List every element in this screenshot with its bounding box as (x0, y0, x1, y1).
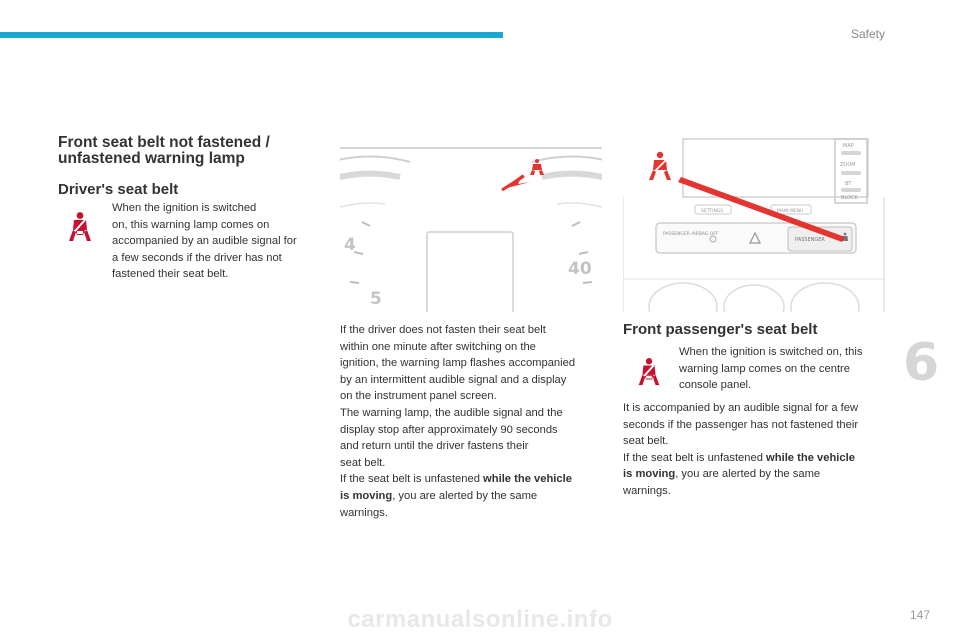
centre-console-figure (623, 137, 885, 312)
main-menu-button-label: MAIN MENU (777, 209, 804, 214)
passenger-detail-line: It is accompanied by an audible signal for a few (623, 402, 859, 414)
chapter-number: 6 (903, 333, 940, 393)
airbag-off-label: PASSENGER AIRBAG OFF (663, 232, 719, 237)
side-label-zoom: ZOOM (840, 162, 856, 168)
driver-detail-line: seat belt. (340, 456, 386, 469)
driver-intro-line: When the ignition is switched (112, 202, 257, 214)
driver-heading: Driver's seat belt (58, 181, 179, 198)
passenger-moving-post: , you are alerted by the same (675, 468, 821, 481)
passenger-heading: Front passenger's seat belt (623, 321, 818, 338)
passenger-moving-end: warnings. (623, 484, 671, 497)
side-label-bt: BT (845, 181, 852, 187)
driver-detail-line: display stop after approximately 90 seconds (340, 423, 558, 436)
driver-moving-line (340, 488, 575, 505)
settings-button-label: SETTINGS (701, 209, 724, 214)
driver-moving-end: warnings. (340, 506, 388, 519)
driver-detail-line: and return until the driver fastens their (340, 440, 529, 453)
page-title-line2: unfastened warning lamp (58, 150, 245, 167)
driver-intro-line: fastened their seat belt. (112, 268, 229, 281)
driver-intro-line: on, this warning lamp comes on (112, 218, 270, 231)
gauge-number-4: 4 (344, 235, 356, 255)
passenger-detail (623, 400, 858, 500)
page-title (58, 135, 270, 167)
passenger-moving-line (623, 466, 858, 483)
passenger-moving-line (623, 450, 858, 467)
section-color-bar (0, 32, 503, 38)
watermark: carmanualsonline.info (347, 606, 613, 633)
seatbelt-warning-icon (64, 211, 96, 243)
page-number: 147 (910, 608, 931, 622)
side-label-map: MAP (843, 143, 854, 149)
passenger-moving-bold: while the vehicle (766, 451, 855, 464)
centre-console-drawing (623, 137, 885, 312)
gauge-number-40: 40 (568, 259, 592, 279)
driver-moving-bold: while the vehicle (483, 473, 572, 486)
driver-intro (112, 200, 297, 283)
driver-intro-line: accompanied by an audible signal for (112, 235, 297, 248)
passenger-button-label: PASSENGER (795, 237, 825, 243)
page-title-line1: Front seat belt not fastened / (58, 134, 270, 151)
passenger-detail-line: seconds if the passenger has not fastened their (623, 418, 859, 431)
driver-detail-line: on the instrument panel screen. (340, 390, 497, 403)
passenger-moving-pre: If the seat belt is unfastened (623, 451, 767, 464)
section-title: Safety (850, 27, 885, 41)
instrument-cluster-figure (340, 142, 602, 312)
gauge-number-5: 5 (370, 289, 382, 309)
seatbelt-warning-icon (634, 357, 664, 387)
driver-moving-pre: If the seat belt is unfastened (340, 473, 484, 486)
driver-moving-bold2: is moving (340, 489, 393, 502)
side-label-block: BLOCK (841, 195, 858, 201)
driver-detail-line: If the driver does not fasten their seat belt (340, 324, 546, 336)
driver-moving-line (340, 471, 575, 488)
instrument-cluster-drawing (340, 142, 602, 312)
driver-detail-line: by an intermittent audible signal and a display (340, 373, 567, 386)
passenger-intro-line: console panel. (679, 379, 752, 392)
driver-detail-line: ignition, the warning lamp flashes accompanied (340, 357, 576, 370)
passenger-intro-line: When the ignition is switched on, this (679, 346, 863, 358)
driver-intro-line: a few seconds if the driver has not (112, 251, 282, 264)
driver-detail (340, 322, 575, 521)
passenger-intro-line: warning lamp comes on the centre (679, 362, 851, 375)
driver-detail-line: The warning lamp, the audible signal and the (340, 406, 563, 419)
passenger-moving-bold2: is moving (623, 468, 676, 481)
passenger-intro (679, 344, 862, 394)
passenger-detail-line: seat belt. (623, 435, 669, 448)
driver-detail-line: within one minute after switching on the (340, 340, 536, 353)
driver-moving-post: , you are alerted by the same (392, 489, 538, 502)
